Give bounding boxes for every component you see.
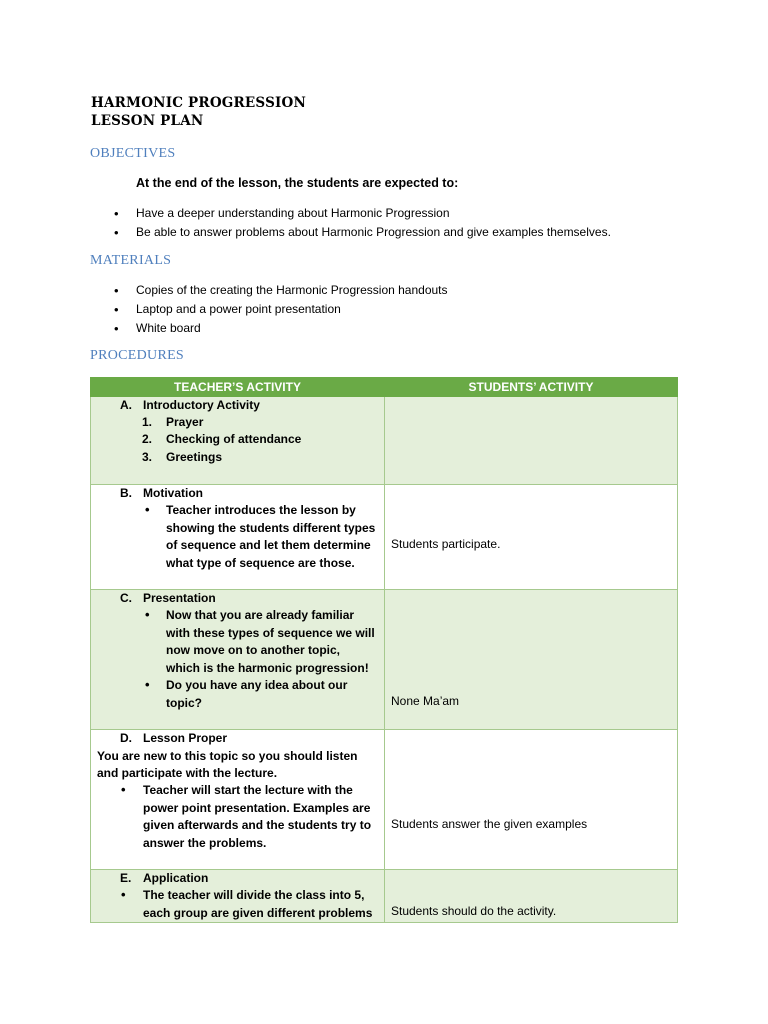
table-row: [91, 870, 678, 923]
row-title: Presentation: [143, 591, 216, 605]
student-cell: [385, 397, 678, 485]
row-title: Application: [143, 871, 209, 885]
teacher-cell: [91, 730, 385, 870]
bullet: •: [121, 782, 126, 797]
text-line: showing the students different types: [166, 520, 376, 535]
text-line: The teacher will divide the class into 5,: [143, 888, 365, 902]
table-row: [91, 730, 678, 870]
table-header-row: [91, 378, 678, 397]
text-line: Teacher will start the lecture with the: [143, 783, 353, 797]
text-line: power point presentation. Examples are: [143, 800, 371, 815]
list-item: Prayer: [166, 415, 204, 429]
list-item: • White board: [114, 319, 448, 338]
row-letter: D.: [120, 731, 132, 745]
list-item: Greetings: [166, 450, 223, 464]
text-line: Now that you are already familiar: [166, 608, 355, 622]
student-cell: [385, 590, 678, 730]
teacher-cell: [91, 870, 385, 923]
bullet: •: [121, 887, 126, 902]
student-cell: [385, 730, 678, 870]
text-line: You are new to this topic so you should listen: [97, 748, 358, 763]
row-title: Introductory Activity: [143, 398, 260, 412]
list-item: • Copies of the creating the Harmonic Progression handouts: [114, 281, 448, 300]
text-line: with these types of sequence we will: [166, 625, 375, 640]
text-line: what type of sequence are those.: [166, 555, 355, 570]
teacher-cell: [91, 590, 385, 730]
title-line-2: LESSON PLAN: [91, 113, 204, 129]
text-line: which is the harmonic progression!: [166, 660, 369, 675]
list-item: • Laptop and a power point presentation: [114, 300, 448, 319]
student-response: Students should do the activity.: [391, 904, 557, 918]
text-line: answer the problems.: [143, 835, 267, 850]
row-title: Motivation: [143, 486, 203, 500]
student-response: Students answer the given examples: [391, 817, 588, 831]
text-line: now move on to another topic,: [166, 643, 340, 657]
list-item: Checking of attendance: [166, 432, 302, 446]
materials-heading: MATERIALS: [90, 253, 172, 268]
student-response: Students participate.: [391, 537, 501, 551]
text-line: Do you have any idea about our: [166, 678, 348, 692]
list-number: 1.: [142, 415, 153, 429]
list-number: 3.: [142, 450, 153, 464]
row-letter: A.: [120, 398, 132, 412]
list-number: 2.: [142, 432, 153, 446]
text-line: Teacher introduces the lesson by: [166, 503, 356, 517]
text-line: topic?: [166, 695, 202, 710]
text-line: and participate with the lecture.: [97, 766, 278, 780]
bullet: •: [145, 502, 150, 517]
title-line-1: HARMONIC PROGRESSION: [91, 95, 307, 111]
teacher-activity-header: TEACHER’S ACTIVITY: [91, 378, 385, 397]
students-activity-header: STUDENTS’ ACTIVITY: [385, 378, 678, 397]
student-cell: [385, 870, 678, 923]
student-cell: [385, 485, 678, 590]
materials-list: [114, 281, 448, 338]
student-response: None Ma’am: [391, 694, 460, 708]
objectives-heading: OBJECTIVES: [90, 146, 176, 161]
table-row: [91, 485, 678, 590]
table-row: [91, 590, 678, 730]
list-item: • Be able to answer problems about Harmonic Progression and give examples themselves.: [114, 223, 611, 242]
document-title: [91, 94, 306, 130]
teacher-cell: [91, 397, 385, 485]
bullet: •: [145, 677, 150, 692]
table-row: [91, 397, 678, 485]
row-letter: C.: [120, 591, 132, 605]
row-letter: E.: [120, 871, 132, 885]
row-title: Lesson Proper: [143, 731, 228, 745]
text-line: each group are given different problems: [143, 905, 373, 920]
teacher-cell: [91, 485, 385, 590]
procedures-heading: PROCEDURES: [90, 348, 185, 363]
bullet: •: [145, 607, 150, 622]
list-item: • Have a deeper understanding about Harmonic Progression: [114, 204, 611, 223]
procedures-table: [90, 377, 678, 923]
text-line: given afterwards and the students try to: [143, 818, 372, 832]
objectives-list: [114, 204, 611, 242]
text-line: of sequence and let them determine: [166, 538, 371, 552]
row-letter: B.: [120, 486, 132, 500]
objectives-intro: At the end of the lesson, the students are expected to:: [136, 176, 459, 190]
